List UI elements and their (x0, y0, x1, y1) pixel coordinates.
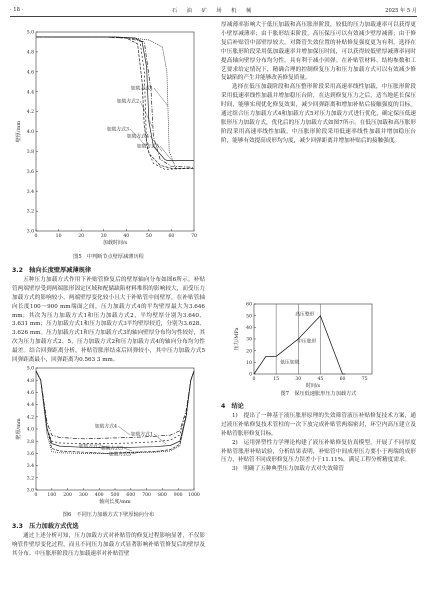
fig5-chart (14, 26, 200, 251)
y-tick-label: 40 (246, 325, 252, 331)
fig5-caption: 图5 中判断节点壁厚减薄历程 (73, 254, 144, 260)
y-tick-label: 10 (246, 360, 252, 366)
x-axis-label: 轴向长度/mm (99, 499, 131, 505)
x-tick-label: 700 (142, 493, 151, 498)
legend-label-5: 加载方式5 (108, 452, 131, 458)
y-tick-label: 3.2 (26, 209, 34, 215)
series-line-3 (36, 37, 194, 168)
y-tick-label: 5.0 (26, 30, 34, 36)
x-tick-label: 60 (339, 377, 346, 382)
section-4-title: 4 结论 (221, 403, 244, 410)
y-tick-label: 3.0 (26, 229, 34, 235)
x-tick-label: 45 (317, 377, 324, 382)
y-tick-label: 4.0 (26, 427, 34, 433)
y-tick-label: 3.4 (26, 189, 34, 195)
series-line-2 (36, 371, 194, 453)
page-number: · 18 · (10, 7, 24, 13)
section-3-2 (12, 267, 205, 365)
x-tick-label: 75 (361, 377, 368, 382)
legend-leader (118, 426, 130, 435)
x-tick-label: 70 (191, 234, 197, 239)
y-tick-label: 50 (246, 314, 252, 320)
section-4 (221, 403, 416, 474)
legend-leader (154, 88, 168, 106)
legend-label-2: 加载方式2 (78, 444, 101, 450)
section-3-3-title: 3.3 压力加载方式优选 (12, 523, 79, 530)
x-tick-label: 1000 (188, 493, 200, 498)
legend-label-2: 加载方式2 (116, 99, 139, 105)
fig6-caption: 图6 不同压力加载方式下壁厚轴向分布 (62, 512, 155, 518)
y-tick-label: 4.6 (26, 70, 34, 76)
x-tick-label: 0 (34, 493, 38, 498)
y-tick-label: 3.2 (26, 476, 34, 482)
y-tick-label: 3.0 (26, 488, 34, 494)
fig7-caption: 图7 保压低速胀形压力加载方式 (280, 391, 357, 397)
series-line-1 (36, 37, 194, 160)
x-tick-label: 30 (100, 234, 107, 239)
y-tick-label: 4.2 (26, 110, 34, 116)
header-rule (10, 16, 417, 17)
x-tick-label: 60 (168, 234, 175, 239)
x-tick-label: 800 (158, 493, 167, 498)
y-tick-label: 60 (246, 302, 252, 308)
conclusion-3: 3) 明确了五种典型压力加载方式对失效筛管 (232, 466, 345, 473)
journal-name: 石 油 矿 场 机 械 (171, 8, 256, 14)
series-line-2 (36, 37, 194, 168)
legend-leader (124, 448, 132, 451)
x-tick-label: 0 (252, 377, 256, 382)
pressure-curve (254, 316, 346, 374)
legend-label-3: 加载方式3 (100, 446, 123, 452)
section-3-3-body: 通过上述分析可知，压力加载方式对补贴管的修复过程影响显著，不仅影响管件壁厚变化过程，而且不同压力加载方式显著影响补贴管修复后的壁厚及其分布。中压胀形阶段压力加载速率对补贴管壁 (12, 532, 205, 557)
x-tick-label: 0 (34, 234, 38, 239)
x-tick-label: 100 (47, 493, 57, 498)
legend-label-4: 加载方式4 (126, 134, 149, 140)
legend-label-4: 加载方式4 (94, 424, 117, 430)
y-tick-label: 4.8 (26, 50, 34, 56)
x-tick-label: 20 (78, 234, 85, 239)
legend-label-5: 加载方式5 (136, 144, 159, 150)
x-tick-label: 900 (173, 493, 183, 498)
legend-label-1: 加载方式1 (130, 432, 153, 438)
conclusion-1: 1) 提出了一种基于液压胀形原理的失效筛管液压补贴修复技术方案，通过液压补贴修复技术管柱的一次下放完成补贴管两端密封，环空内高压建立及补贴管胀形修复目标。 (221, 412, 416, 437)
y-tick-label: 3.6 (26, 452, 34, 457)
x-tick-label: 300 (79, 493, 88, 498)
series-line-5 (36, 371, 194, 444)
conclusion-2: 2) 运用弹塑性力学理论构建了液压补贴修复仿真模型，开展了不同厚度补贴管胀形补贴试验，分析结果表明，补贴管中间成形压力要小于两端的成形压力，补贴管不同成形修复压力误差小于11.11%，满足工程分析精度需求。 (221, 439, 416, 464)
x-tick-label: 50 (145, 234, 152, 239)
fig6-chart (14, 362, 200, 509)
y-axis-label: 壁厚/mm (16, 418, 22, 440)
fig7-chart (232, 300, 382, 390)
section-3-3 (12, 523, 205, 559)
x-axis-label: 加载时间/s (102, 240, 128, 246)
right-column-top (221, 21, 416, 146)
x-axis-label: 时间/s (305, 383, 321, 389)
y-tick-label: 3.8 (26, 439, 34, 445)
y-tick-label: 3.8 (26, 150, 34, 155)
x-tick-label: 30 (295, 377, 302, 382)
y-tick-label: 3.6 (26, 169, 34, 175)
x-tick-label: 10 (55, 234, 62, 239)
section-3-2-title: 3.2 轴向长度壁厚减薄规律 (12, 267, 92, 274)
y-tick-label: 5.0 (26, 366, 34, 372)
stage-label-2: 中压胀形 (297, 339, 317, 345)
y-tick-label: 4.4 (26, 403, 34, 409)
stage-label-1: 高压整形 (295, 312, 315, 318)
y-tick-label: 4.0 (26, 130, 34, 136)
y-axis-label: 压力/MPa (234, 327, 240, 351)
y-tick-label: 30 (246, 337, 252, 343)
x-tick-label: 15 (273, 377, 280, 382)
series-line-3 (36, 371, 194, 453)
stage-label-3: 低压加载 (280, 360, 300, 366)
issue-date: 2025 年 5 月 (385, 8, 417, 14)
legend-leader (140, 101, 152, 126)
x-tick-label: 400 (94, 493, 104, 498)
series-line-1 (36, 371, 194, 448)
y-tick-label: 3.4 (26, 464, 34, 470)
series-line-4 (36, 37, 194, 167)
y-axis-label: 壁厚/mm (16, 120, 22, 143)
y-tick-label: 20 (246, 349, 252, 355)
y-tick-label: 0 (249, 372, 252, 378)
right-paragraph-1: 厚减薄率影响大于低压加载和高压胀形阶段，较低的压力加载速率可以获得更小壁厚减薄率；由于胀形结束阶段，高压保压可以有效减少壁厚减薄；由于修复后补贴管中部壁厚较大，对降管失效位置的补贴修复强度更为有利，选择在中压胀形阶段采用低加载速率并增加保压时间，可以获得较低壁厚减薄率同时提高轴向壁厚分布均匀性，具有利于减小回弹。在补贴管材料、结构参数和工艺要求给定情况下，精确合理的控制修复压力和压力加载方式可以有效减少修复缺陷的产生并能够改善修复质量。 (221, 22, 416, 82)
legend-label-3: 加载方式3 (106, 127, 129, 133)
x-tick-label: 200 (63, 493, 72, 498)
series-line-5 (36, 37, 194, 169)
section-3-2-body: 五种压力加载方式作用下补贴管修复后的壁厚轴向分布如图6所示。补贴管两端壁厚受到两端胀形固定区域和配储缺陷材料堆积的影响较大，而受压力加载方式的影响较小，两端壁厚变化较小且大于补贴管中间壁厚，在补贴管轴向长度100～900 mm端面之间，压力加载方式4的平均壁厚最大为3.646 mm；其次为压力加载方式1和压力加载方式2，平均壁厚分别为3.640、3.631 mm；压力加载方式1和压力加载方式3平均壁厚较近，分别为3.628、3.626 mm。压力加载方式1和压力加载方式3的轴向壁厚分布均匀性较好，其次为压力加载方式2、5，压力加载方式2和压力加载方式4的轴向分布均匀性最差。结合回弹距离分析，补贴管胀形结束后回弹较小，其中压力加载方式5回弹距离最小，回弹距离为0.563 3 mm。 (12, 276, 205, 364)
y-tick-label: 4.8 (26, 378, 34, 384)
y-tick-label: 4.4 (26, 90, 34, 96)
y-tick-label: 4.2 (26, 415, 34, 421)
x-tick-label: 500 (110, 493, 120, 498)
y-tick-label: 4.6 (26, 391, 34, 396)
legend-label-1: 加载方式1 (130, 86, 153, 92)
x-tick-label: 40 (123, 234, 130, 239)
x-tick-label: 600 (126, 493, 136, 498)
right-paragraph-2: 选择在低压加载阶段和高压整形阶段采用高速率线性加载，中压胀形阶段采用低速率线性加载并增加稳压台阶，在达到修复压力之后，适当地延长保压时间，能够实现优化修复效果，减少回弹距离和增加补贴后接触强度的目标。通过组合压力加载方式4和加载方式5对压力加载方式进行优化，确定保压低速胀形压力加载方式，优化后的压力加载方式如图7所示。在低压加载和高压胀形阶段采用高速率线性加载，中压胀形阶段采用低速率线性加载并增加稳压台阶，能够有效提高成形均匀度，减少回弹距离并增加补贴后的接触强度。 (221, 84, 416, 144)
